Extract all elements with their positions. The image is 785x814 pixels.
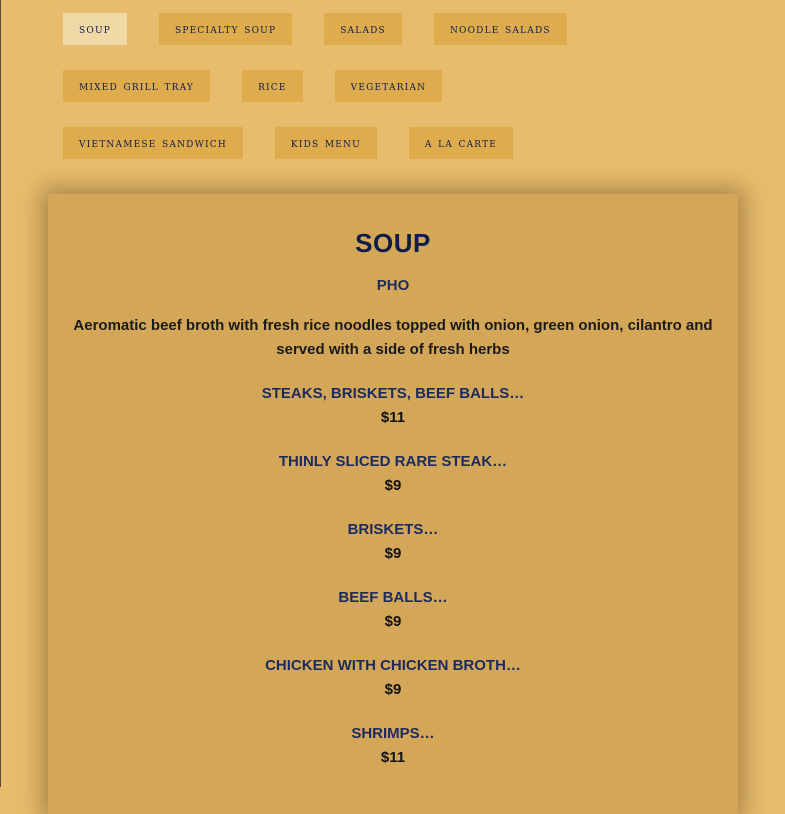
tab-vegetarian[interactable]: vegetarian xyxy=(335,70,443,102)
variant-name: STEAKS, BRISKETS, BEEF BALLS… xyxy=(261,385,525,402)
variant-price: $9 xyxy=(384,613,402,630)
menu-variant xyxy=(48,722,738,770)
tab-soup[interactable]: soup xyxy=(63,13,127,45)
variant-name: SHRIMPS… xyxy=(351,725,435,742)
variant-price: $9 xyxy=(384,477,402,494)
variant-price: $9 xyxy=(384,681,402,698)
menu-variant xyxy=(48,586,738,634)
menu-variant xyxy=(48,382,738,430)
variant-price: $11 xyxy=(380,749,406,766)
item-name: PHO xyxy=(376,277,410,294)
tab-noodle-salads[interactable]: noodle salads xyxy=(434,13,567,45)
tab-row-3 xyxy=(63,127,763,159)
section-title: SOUP xyxy=(355,228,431,258)
tab-mixed-grill-tray[interactable]: mixed grill tray xyxy=(63,70,210,102)
tab-specialty-soup[interactable]: specialty soup xyxy=(159,13,292,45)
variant-name: CHICKEN WITH CHICKEN BROTH… xyxy=(265,657,521,674)
variant-name: THINLY SLICED RARE STEAK… xyxy=(278,453,508,470)
tab-rice[interactable]: rice xyxy=(242,70,303,102)
menu-variant xyxy=(48,450,738,498)
menu-section-panel xyxy=(48,194,738,814)
tab-a-la-carte[interactable]: a la carte xyxy=(409,127,513,159)
tab-row-1 xyxy=(63,13,763,45)
menu-variant xyxy=(48,654,738,702)
variant-price: $11 xyxy=(380,409,406,426)
variant-name: BRISKETS… xyxy=(347,521,439,538)
variant-name: BEEF BALLS… xyxy=(338,589,448,606)
tab-kids-menu[interactable]: kids menu xyxy=(275,127,377,159)
menu-variant xyxy=(48,518,738,566)
tab-row-2 xyxy=(63,70,763,102)
item-description: Aeromatic beef broth with fresh rice noodles topped with onion, green onion, cilantro and served with a side of fresh herbs xyxy=(73,317,713,358)
tab-vietnamese-sandwich[interactable]: vietnamese sandwich xyxy=(63,127,243,159)
tab-salads[interactable]: salads xyxy=(324,13,402,45)
menu-category-tabs xyxy=(63,13,763,184)
variant-price: $9 xyxy=(384,545,402,562)
